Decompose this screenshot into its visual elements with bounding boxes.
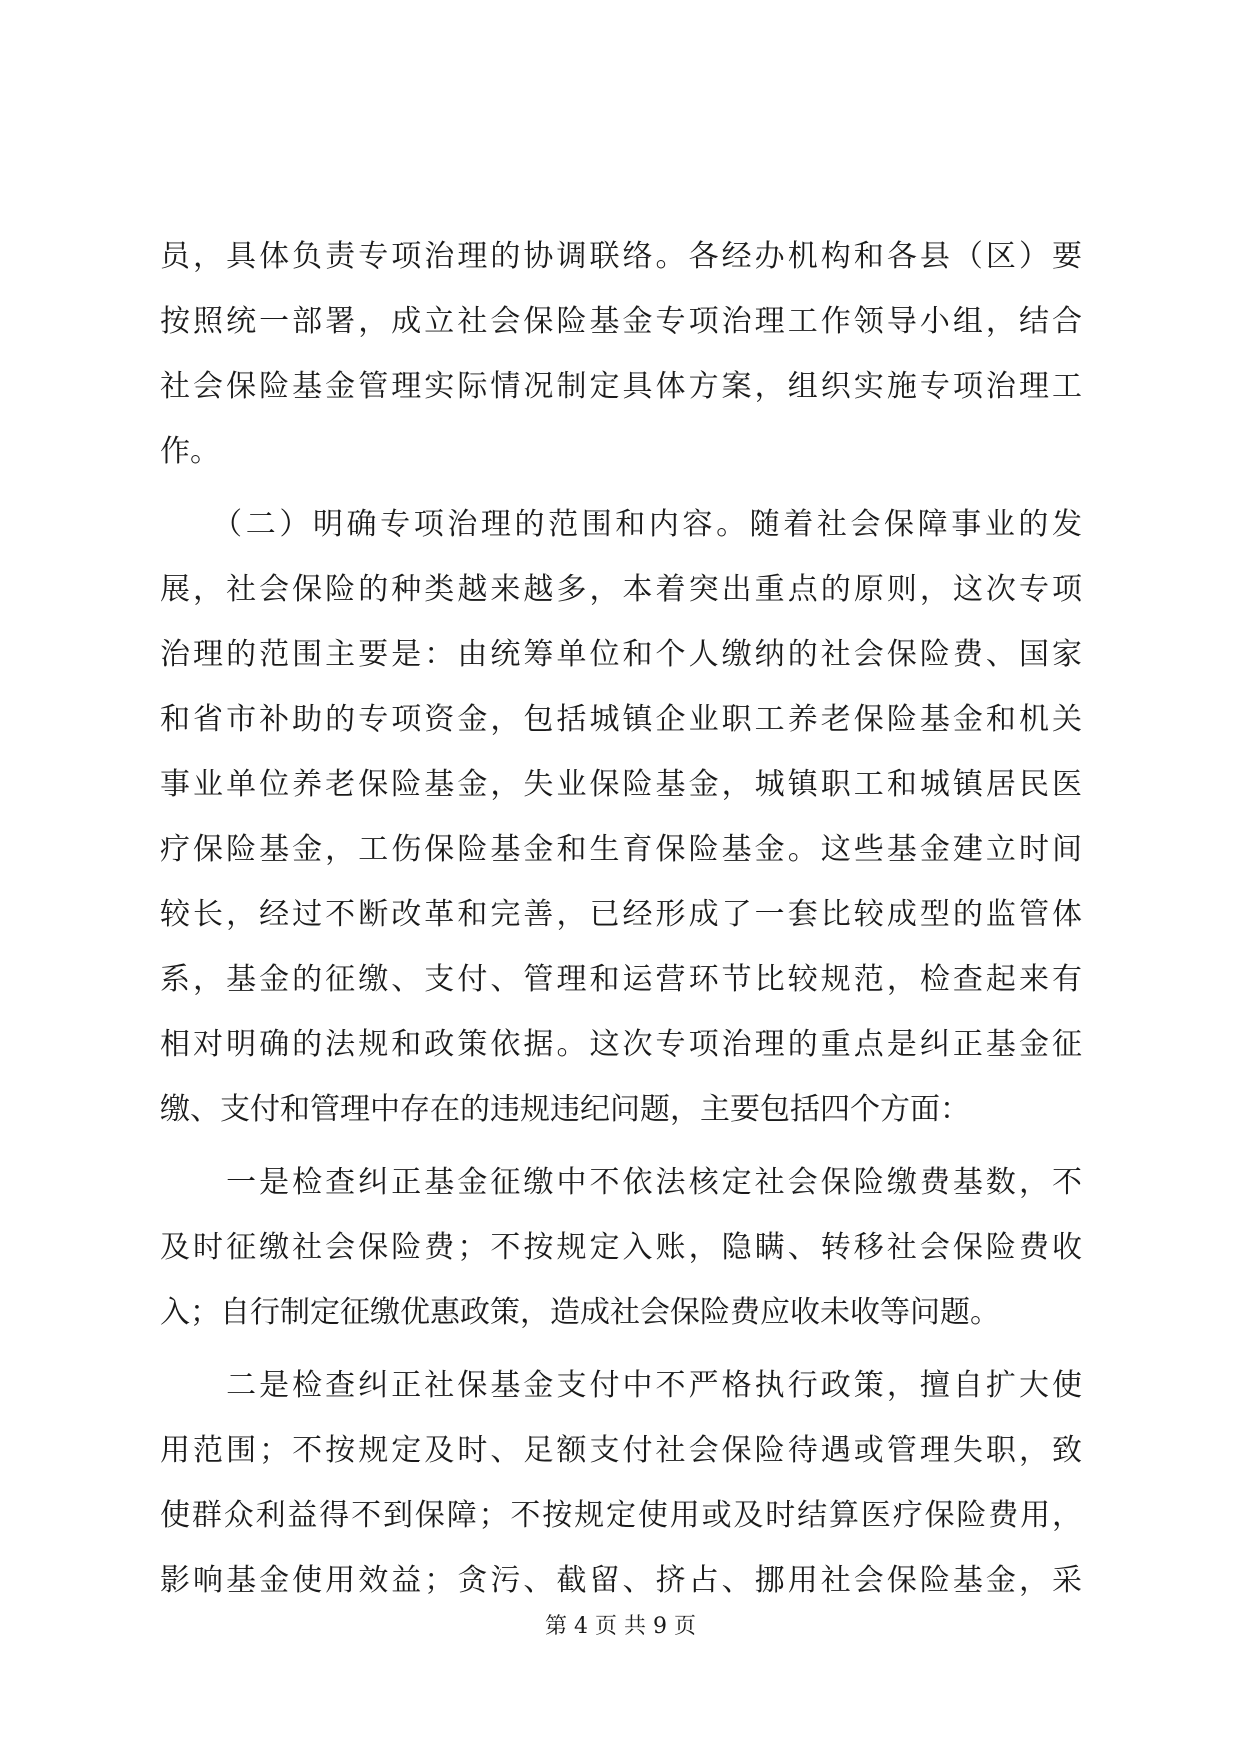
paragraph [160,1353,1082,1613]
text-line: 使群众利益得不到保障；不按规定使用或及时结算医疗保险费用， [160,1498,1082,1533]
text-line: 作。 [160,434,220,469]
text-line: 疗保险基金，工伤保险基金和生育保险基金。这些基金建立时间 [160,832,1082,867]
paragraph [160,1150,1082,1345]
text-line: 入；自行制定征缴优惠政策，造成社会保险费应收未收等问题。 [160,1295,1000,1330]
text-line: 相对明确的法规和政策依据。这次专项治理的重点是纠正基金征 [160,1027,1082,1062]
text-line: 较长，经过不断改革和完善，已经形成了一套比较成型的监管体 [160,897,1082,932]
text-line: 和省市补助的专项资金，包括城镇企业职工养老保险基金和机关 [160,702,1082,737]
page-number-footer: 第 4 页 共 9 页 [545,1614,696,1639]
paragraph [160,224,1082,484]
text-line: 按照统一部署，成立社会保险基金专项治理工作领导小组，结合 [160,304,1082,339]
text-line: 展，社会保险的种类越来越多，本着突出重点的原则，这次专项 [160,572,1082,607]
text-line: 缴、支付和管理中存在的违规违纪问题，主要包括四个方面： [160,1092,970,1127]
text-line: 系，基金的征缴、支付、管理和运营环节比较规范，检查起来有 [160,962,1082,997]
text-line: 用范围；不按规定及时、足额支付社会保险待遇或管理失职，致 [160,1433,1082,1468]
document-body [160,224,1082,1613]
text-line: （二）明确专项治理的范围和内容。随着社会保障事业的发 [160,507,1082,542]
text-line: 二是检查纠正社保基金支付中不严格执行政策，擅自扩大使 [160,1368,1082,1403]
text-line: 及时征缴社会保险费；不按规定入账，隐瞒、转移社会保险费收 [160,1230,1082,1265]
text-line: 一是检查纠正基金征缴中不依法核定社会保险缴费基数，不 [160,1165,1082,1200]
text-line: 员，具体负责专项治理的协调联络。各经办机构和各县（区）要 [160,239,1082,274]
text-line: 治理的范围主要是：由统筹单位和个人缴纳的社会保险费、国家 [160,637,1082,672]
text-line: 社会保险基金管理实际情况制定具体方案，组织实施专项治理工 [160,369,1082,404]
text-line: 事业单位养老保险基金，失业保险基金，城镇职工和城镇居民医 [160,767,1082,802]
paragraph [160,492,1082,1142]
text-line: 影响基金使用效益；贪污、截留、挤占、挪用社会保险基金，采 [160,1563,1082,1598]
